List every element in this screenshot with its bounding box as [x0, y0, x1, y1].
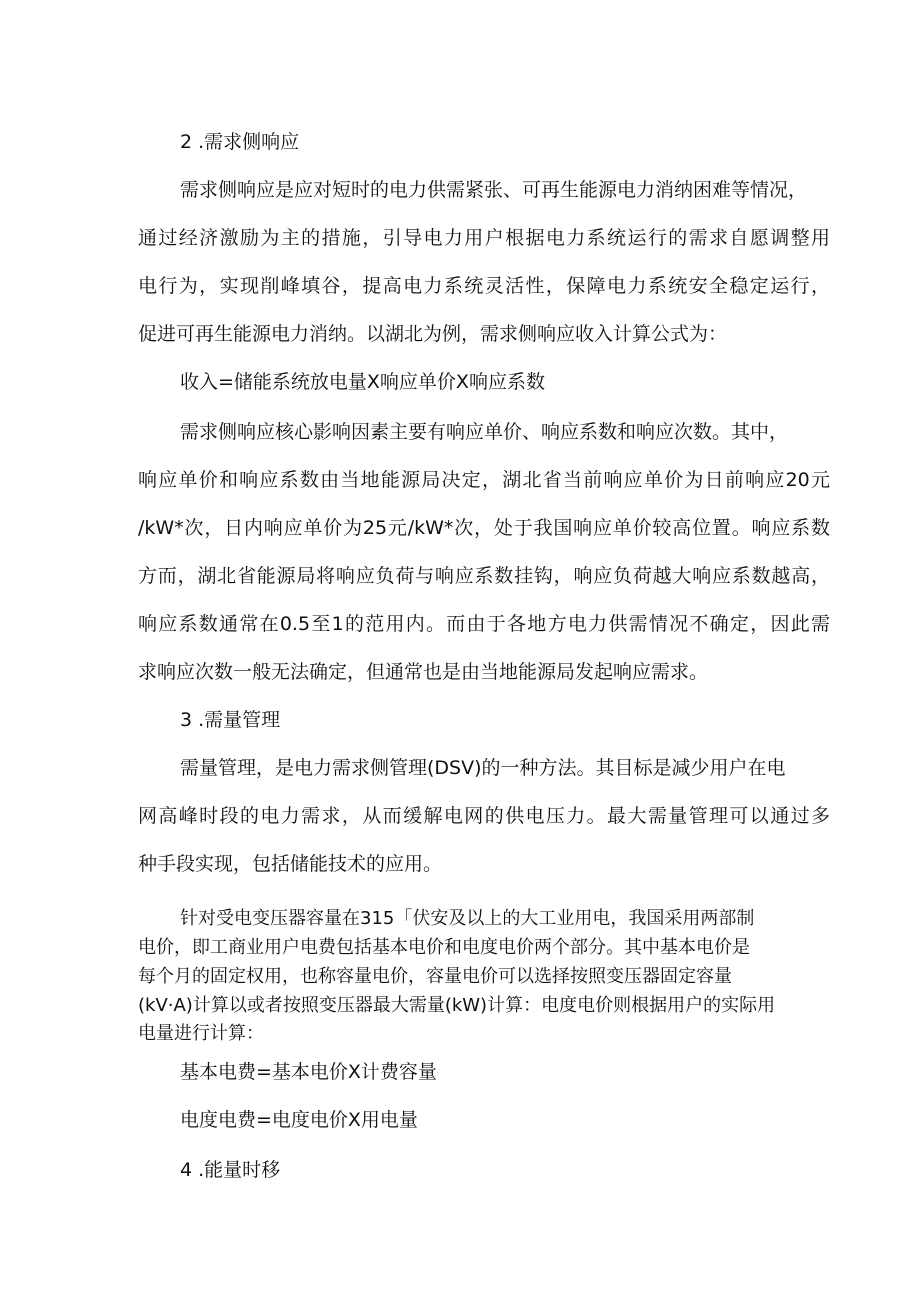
paragraph-line: 每个月的固定权用，也称容量电价，容量电价可以选择按照变压器固定容量 [138, 966, 732, 987]
section-4-heading: 4 .能量时移 [180, 1159, 281, 1181]
paragraph-line: 需求侧响应核心影响因素主要有响应单价、响应系数和响应次数。其中， [180, 421, 789, 443]
paragraph-line: 需量管理，是电力需求侧管理(DSV)的一种方法。其目标是减少用户在电 [180, 757, 786, 779]
section-2-heading: 2 .需求侧响应 [180, 131, 300, 153]
section-3-heading: 3 .需量管理 [180, 709, 281, 731]
paragraph-line: 响应系数通常在0.5至1的范用内。而由于各地方电力供需情况不确定，因此需 [138, 613, 830, 635]
paragraph-line: 电价，即工商业用户电费包括基本电价和电度电价两个部分。其中基本电价是 [138, 937, 750, 958]
paragraph-line: (kV·A)计算以或者按照变压器最大需量(kW)计算：电度电价则根据用户的实际用 [138, 995, 776, 1016]
paragraph-line: ∕kW*次，日内响应单价为25元∕kW*次，处于我国响应单价较高位置。响应系数 [138, 517, 830, 539]
paragraph-line: 响应单价和响应系数由当地能源局决定，湖北省当前响应单价为日前响应20元 [138, 469, 830, 491]
formula-basic-fee: 基本电费=基本电价X计费容量 [180, 1061, 437, 1083]
paragraph-line: 电量进行计算： [138, 1023, 264, 1044]
paragraph-line: 种手段实现，包括储能技术的应用。 [138, 853, 443, 875]
paragraph-line: 促进可再生能源电力消纳。以湖北为例，需求侧响应收入计算公式为： [138, 323, 728, 345]
paragraph-line: 方而，湖北省能源局将响应负荷与响应系数挂钩，响应负荷越大响应系数越高， [138, 565, 830, 587]
formula-revenue: 收入=储能系统放电量X响应单价X响应系数 [180, 371, 545, 393]
paragraph-line: 求响应次数一般无法确定，但通常也是由当地能源局发起响应需求。 [138, 661, 709, 683]
paragraph-line: 网高峰时段的电力需求，从而缓解电网的供电压力。最大需量管理可以通过多 [138, 805, 830, 827]
paragraph-line: 通过经济激励为主的措施，引导电力用户根据电力系统运行的需求自愿调整用 [138, 227, 830, 249]
paragraph-line: 需求侧响应是应对短时的电力供需紧张、可再生能源电力消纳困难等情况， [180, 179, 808, 201]
paragraph-line: 电行为，实现削峰填谷，提高电力系统灵活性，保障电力系统安全稳定运行， [138, 275, 830, 297]
formula-energy-fee: 电度电费=电度电价X用电量 [180, 1109, 418, 1131]
paragraph-line: 针对受电变压器容量在315「伏安及以上的大工业用电，我国采用两部制 [180, 908, 755, 929]
